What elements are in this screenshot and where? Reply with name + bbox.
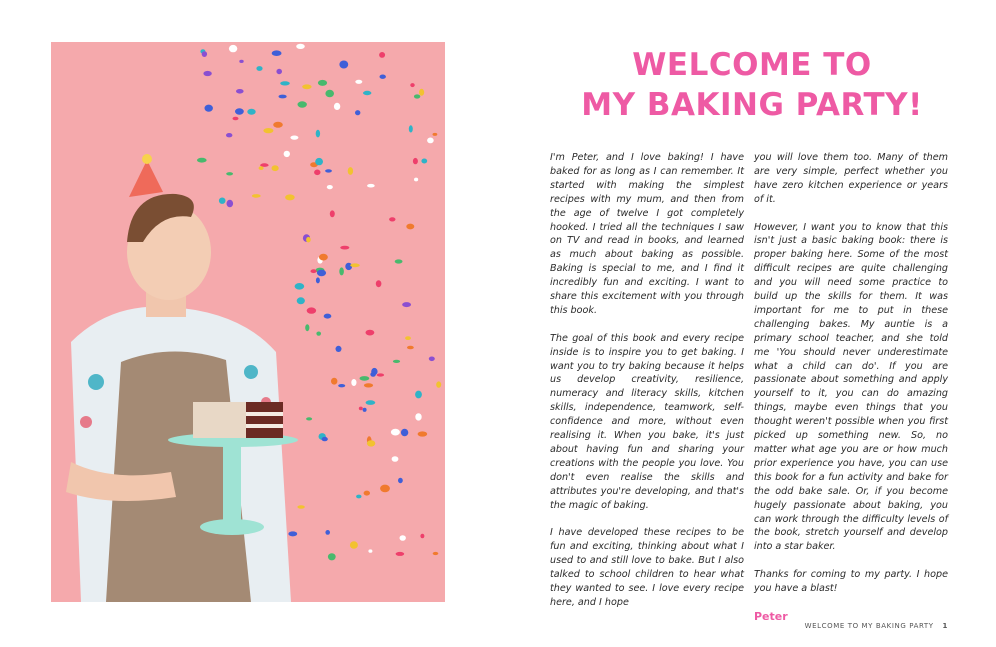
confetti-piece xyxy=(297,505,304,508)
confetti-piece xyxy=(233,117,239,121)
confetti-piece xyxy=(302,84,311,89)
confetti-piece xyxy=(305,324,309,331)
confetti-piece xyxy=(327,185,333,189)
confetti-piece xyxy=(324,314,332,319)
confetti-piece xyxy=(306,237,311,243)
confetti-piece xyxy=(356,495,361,499)
signature: Peter xyxy=(754,609,788,623)
confetti-piece xyxy=(364,491,370,496)
confetti-piece xyxy=(319,254,328,261)
confetti-piece xyxy=(415,391,422,399)
confetti-piece xyxy=(401,429,408,437)
confetti-piece xyxy=(226,172,233,175)
confetti-piece xyxy=(405,336,411,340)
confetti-piece xyxy=(325,530,330,535)
confetti-piece xyxy=(380,485,390,493)
confetti-piece xyxy=(393,360,400,363)
confetti-piece xyxy=(325,169,332,172)
confetti-piece xyxy=(328,553,336,560)
confetti-piece xyxy=(318,80,327,86)
confetti-piece xyxy=(409,125,413,132)
confetti-piece xyxy=(396,552,405,556)
page-title xyxy=(560,45,944,125)
confetti-piece xyxy=(418,431,428,436)
confetti-piece xyxy=(330,210,335,217)
page-footer xyxy=(805,622,948,630)
confetti-piece xyxy=(239,60,243,63)
confetti-piece xyxy=(311,269,317,273)
confetti-piece xyxy=(391,429,400,436)
hero-photo xyxy=(51,42,445,602)
confetti-piece xyxy=(351,379,356,386)
confetti-piece xyxy=(380,75,386,79)
confetti-piece xyxy=(363,408,367,412)
confetti-piece xyxy=(398,478,403,483)
confetti-piece xyxy=(368,549,372,552)
confetti-piece xyxy=(306,417,312,420)
confetti-piece xyxy=(433,133,438,136)
confetti-piece xyxy=(379,52,385,58)
confetti-piece xyxy=(295,283,305,290)
confetti-piece xyxy=(367,184,375,188)
confetti-piece xyxy=(421,159,427,164)
paragraph-goal: The goal of this book and every recipe inside is to inspire you to get baking. I want you to try baking because it helps us develop creativity, resilience, numeracy and literacy skills, kitchen skills, independence, teamwork, self-confidence and more, without even realising it. When you bake, it's just about having fun and sharing your creations with the people you love. You don't even realise the skills and attributes you're developing, and that's the magic of baking. xyxy=(550,332,744,511)
confetti-piece xyxy=(414,94,420,98)
confetti-piece xyxy=(433,552,439,555)
paragraph-thanks: Thanks for coming to my party. I hope you have a blast! xyxy=(754,569,948,595)
confetti-piece xyxy=(307,307,316,313)
confetti-piece xyxy=(429,357,435,362)
confetti-piece xyxy=(400,535,406,541)
confetti-piece xyxy=(395,259,403,263)
confetti-piece xyxy=(366,400,376,405)
confetti-piece xyxy=(236,89,244,94)
confetti-piece xyxy=(420,534,424,539)
confetti-piece xyxy=(359,407,363,411)
confetti-piece xyxy=(316,130,320,138)
confetti-piece xyxy=(436,381,441,387)
confetti-piece xyxy=(410,83,414,87)
confetti-piece xyxy=(338,384,345,387)
confetti-piece xyxy=(252,194,261,198)
confetti-piece xyxy=(345,263,352,270)
confetti-piece xyxy=(272,165,279,171)
confetti-piece xyxy=(226,133,232,137)
title-line-2: MY BAKING PARTY! xyxy=(581,87,923,123)
confetti-piece xyxy=(256,66,262,71)
confetti-piece xyxy=(348,167,353,175)
party-photo-illustration xyxy=(51,42,445,602)
paragraph-recipes: I have developed these recipes to be fun and exciting, thinking about what I used to and still love to bake. But I also talked to school children to hear what they wanted to see. I love every recipe here, and I hope xyxy=(550,527,744,608)
confetti-piece xyxy=(339,61,348,69)
confetti-piece xyxy=(297,297,305,304)
confetti-piece xyxy=(355,110,360,115)
confetti-piece xyxy=(427,138,434,144)
confetti-piece xyxy=(317,270,326,277)
confetti-piece xyxy=(322,437,328,441)
confetti-piece xyxy=(350,541,358,549)
confetti-piece xyxy=(205,105,213,112)
confetti-piece xyxy=(290,136,298,140)
confetti-piece xyxy=(203,71,211,76)
confetti-piece xyxy=(355,80,362,84)
left-text-column xyxy=(550,151,744,624)
confetti-piece xyxy=(389,217,395,221)
confetti-piece xyxy=(366,330,375,336)
confetti-piece xyxy=(229,45,237,52)
confetti-piece xyxy=(263,128,273,133)
page-number: 1 xyxy=(942,622,948,630)
confetti-piece xyxy=(235,108,244,114)
confetti-piece xyxy=(331,378,337,385)
confetti-piece xyxy=(414,178,418,182)
confetti-piece xyxy=(413,158,418,164)
confetti-piece xyxy=(363,91,371,95)
confetti-piece xyxy=(276,69,282,74)
confetti-piece xyxy=(377,373,384,376)
footer-title: WELCOME TO MY BAKING PARTY xyxy=(804,622,934,630)
confetti-piece xyxy=(280,81,290,85)
confetti-piece xyxy=(315,158,323,165)
confetti-piece xyxy=(367,440,375,446)
confetti-piece xyxy=(402,302,411,307)
confetti-piece xyxy=(376,280,382,287)
confetti-piece xyxy=(284,151,290,157)
confetti-piece xyxy=(371,368,377,375)
confetti-piece xyxy=(259,166,264,170)
paragraph-challenge: However, I want you to know that this isn't just a basic baking book: there is proper baking here. Some of the most difficult recipes are quite challenging and you will need some practice to build up the skills for them. It was important for me to put in these challenging bakes. My auntie is a primary school teacher, and she told me 'You should never underestimate what a child can do'. If you are passionate about something and apply yourself to it, you can do amazing things, maybe even things that you thought weren't possible when you first picked up something new. So, no matter what age you are or how much prior experience you have, you can use this book for a fun activity and bake for the odd bake sale. Or, if you become hugely passionate about baking, you can work through the difficulty levels of the book, stretch yourself and develop into a star baker. xyxy=(754,221,948,553)
confetti-piece xyxy=(406,224,414,230)
confetti-piece xyxy=(419,89,424,96)
confetti-piece xyxy=(272,50,282,56)
confetti-piece xyxy=(364,383,373,387)
confetti-piece xyxy=(314,170,320,176)
confetti-piece xyxy=(316,332,321,336)
confetti-piece xyxy=(340,246,349,250)
confetti-piece xyxy=(279,95,287,99)
confetti-piece xyxy=(350,263,360,267)
confetti-piece xyxy=(285,194,295,200)
confetti-piece xyxy=(298,101,307,107)
confetti-piece xyxy=(407,346,414,350)
right-text-column xyxy=(754,151,948,624)
confetti-piece xyxy=(273,122,283,128)
confetti-piece xyxy=(360,376,370,381)
confetti-piece xyxy=(316,277,320,283)
paragraph-intro: I'm Peter, and I love baking! I have baked for as long as I can remember. It started with making the simplest recipes with my mum, and then from the age of twelve I got completely hooked. I tried all the techniques I saw on TV and read in books, and learned as much about baking as possible. Baking is special to me, and I find it incredibly fun and exciting. I want to share this excitement with you through this book. xyxy=(550,152,744,316)
confetti-piece xyxy=(336,346,342,352)
confetti-piece xyxy=(296,44,305,49)
title-line-1: WELCOME TO xyxy=(632,47,872,83)
confetti-piece xyxy=(247,109,255,115)
confetti-piece xyxy=(339,267,344,275)
confetti-piece xyxy=(334,103,340,110)
confetti-piece xyxy=(392,456,399,462)
confetti-piece xyxy=(202,51,207,57)
confetti-piece xyxy=(325,90,334,98)
confetti-piece xyxy=(288,531,297,536)
confetti-piece xyxy=(219,198,226,204)
confetti-piece xyxy=(197,158,207,163)
confetti-piece xyxy=(227,200,234,208)
paragraph-continuation: you will love them too. Many of them are very simple, perfect whether you have zero kitchen experience or years of it. xyxy=(754,152,948,205)
confetti-piece xyxy=(415,413,421,420)
